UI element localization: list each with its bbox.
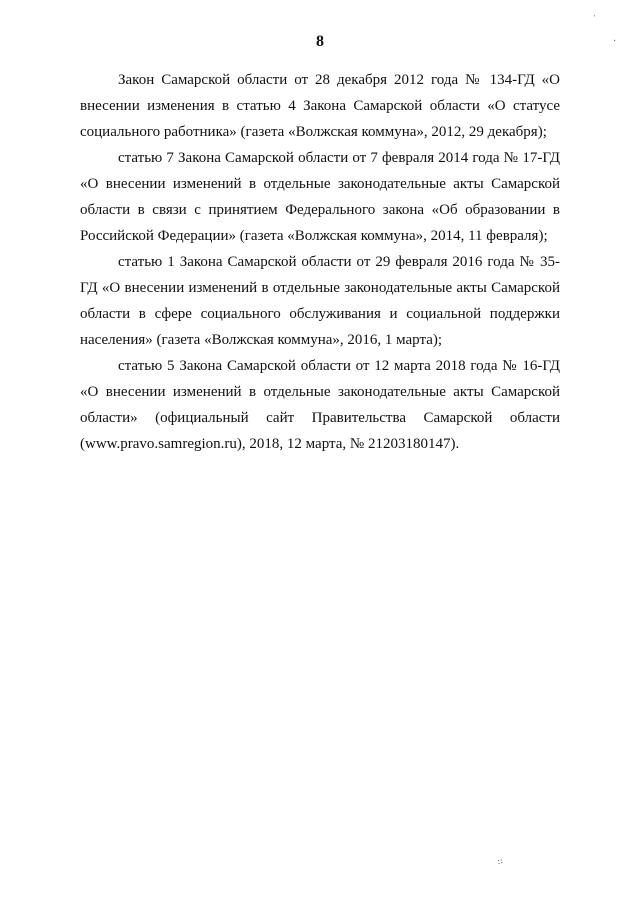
- paragraph-law-16-gd: статью 5 Закона Самарской области от 12 марта 2018 года № 16-ГД «О внесении изменений в отдельные законодательные акты Самарской области» (официальный сайт Правительства Самарской области (www.pravo.samregion.ru), 2018, 12 марта, № 21203180147).: [80, 358, 560, 452]
- paragraph-law-35-gd: статью 1 Закона Самарской области от 29 февраля 2016 года № 35-ГД «О внесении изменений в отдельные законодательные акты Самарской области в сфере социального обслуживания и социальной поддержки населения» (газета «Волжская коммуна», 2016, 1 марта);: [80, 254, 560, 348]
- scan-speck: ⁘: [492, 855, 507, 870]
- paragraph-law-17-gd: статью 7 Закона Самарской области от 7 февраля 2014 года № 17-ГД «О внесении изменений в отдельные законодательные акты Самарской области в связи с принятием Федерального закона «Об образовании в Российской Федерации» (газета «Волжская коммуна», 2014, 11 февраля);: [80, 150, 560, 244]
- scan-speck: ˌ: [593, 6, 597, 17]
- paragraph-law-134-gd: Закон Самарской области от 28 декабря 2012 года № 134-ГД «О внесении изменения в статью 4 Закона Самарской области «О статусе социального работника» (газета «Волжская коммуна», 2012, 29 декабря);: [80, 72, 560, 140]
- scan-speck: ·: [613, 36, 617, 47]
- page-number: 8: [316, 33, 324, 50]
- document-body: [80, 67, 560, 457]
